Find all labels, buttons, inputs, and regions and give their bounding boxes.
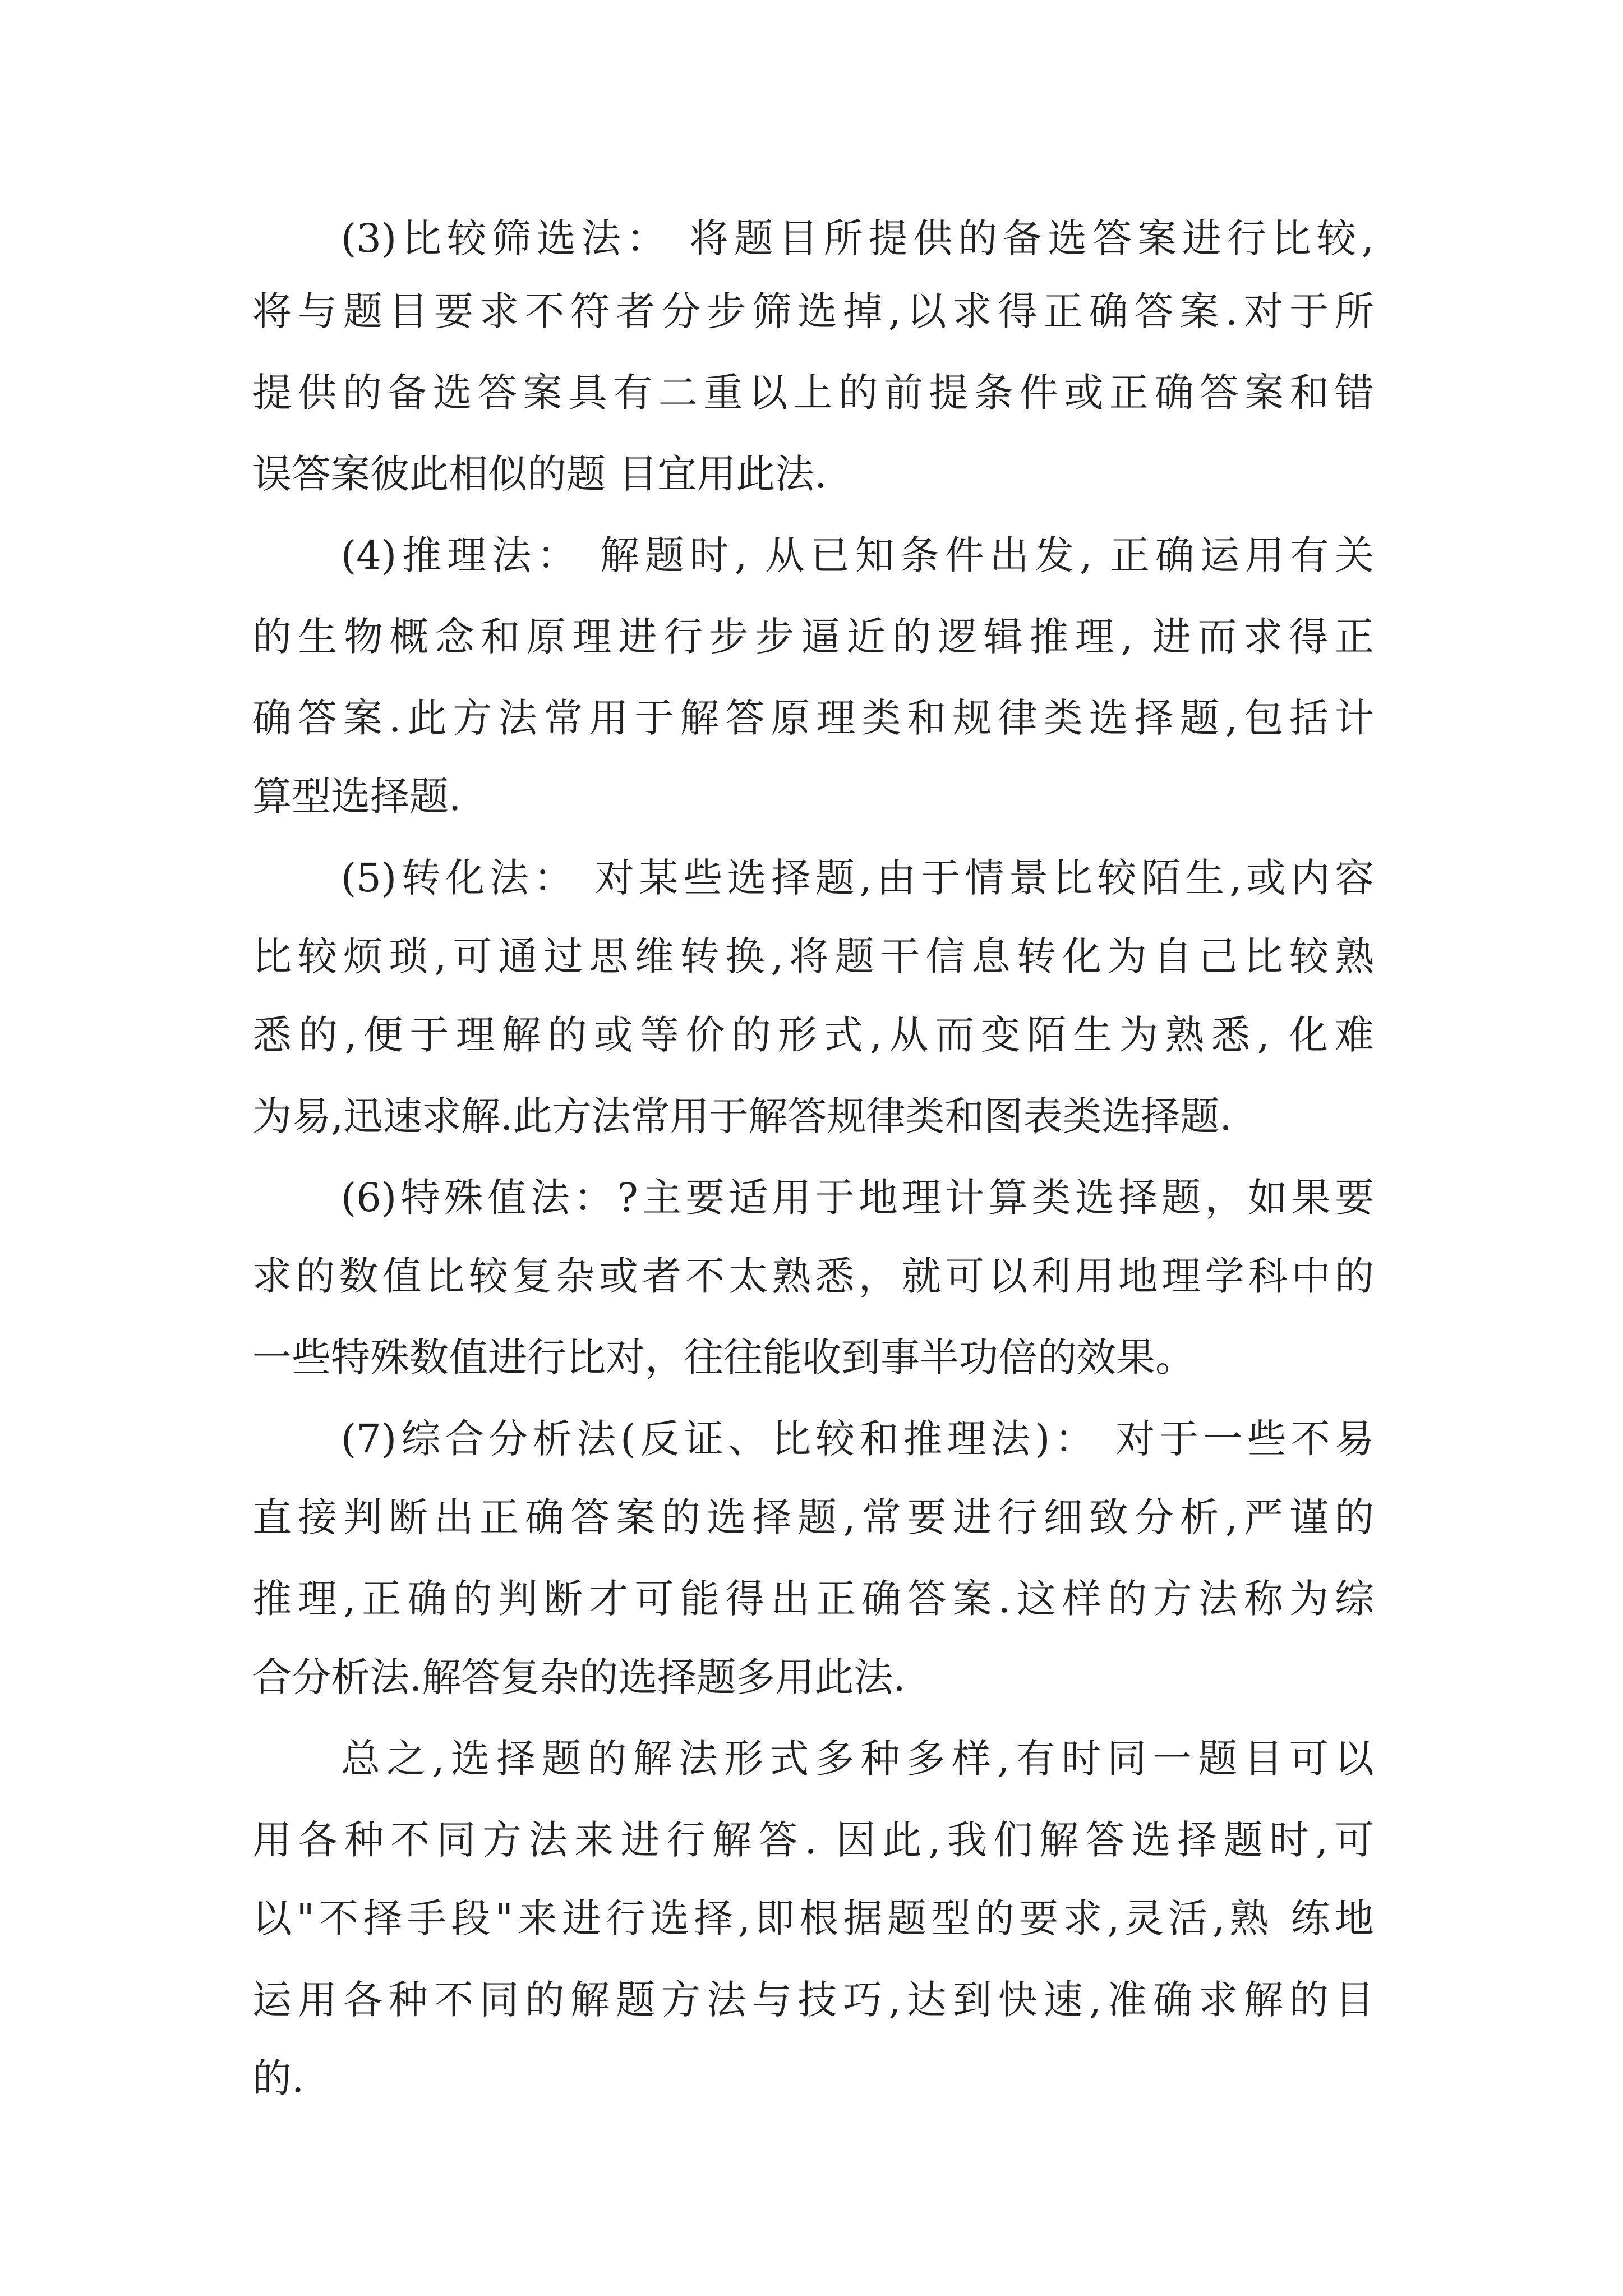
summary-line-5: 的. bbox=[252, 2055, 305, 2101]
paragraph-5-line-4: 为易,迅速求解.此方法常用于解答规律类和图表类选择题. bbox=[252, 1093, 1232, 1139]
paragraph-5-line-2: 比较烦琐,可通过思维转换,将题干信息转化为自己比较熟 bbox=[252, 933, 1374, 979]
paragraph-6-line-2: 求的数值比较复杂或者不太熟悉，就可以利用地理学科中的 bbox=[252, 1253, 1374, 1299]
paragraph-4-line-3: 确答案.此方法常用于解答原理类和规律类选择题,包括计 bbox=[252, 695, 1374, 741]
paragraph-7-line-4: 合分析法.解答复杂的选择题多用此法. bbox=[252, 1654, 906, 1700]
summary-line-4: 运用各种不同的解题方法与技巧,达到快速,准确求解的目 bbox=[252, 1977, 1374, 2023]
paragraph-7-line-3: 推理,正确的判断才可能得出正确答案.这样的方法称为综 bbox=[252, 1576, 1374, 1622]
paragraph-6-line-3: 一些特殊数值进行比对，往往能收到事半功倍的效果。 bbox=[252, 1335, 1195, 1381]
summary-line-3: 以"不择手段"来进行选择,即根据题型的要求,灵活,熟 练地 bbox=[252, 1895, 1374, 1941]
summary-line-2: 用各种不同方法来进行解答. 因此,我们解答选择题时,可 bbox=[252, 1817, 1374, 1863]
paragraph-6-line-1: (6)特殊值法：?主要适用于地理计算类选择题，如果要 bbox=[341, 1175, 1374, 1221]
paragraph-4-line-1: (4)推理法： 解题时, 从已知条件出发, 正确运用有关 bbox=[341, 532, 1374, 578]
paragraph-5-line-3: 悉的,便于理解的或等价的形式,从而变陌生为熟悉, 化难 bbox=[252, 1012, 1374, 1058]
paragraph-3-line-3: 提供的备选答案具有二重以上的前提条件或正确答案和错 bbox=[252, 370, 1374, 416]
paragraph-4-line-2: 的生物概念和原理进行步步逼近的逻辑推理, 进而求得正 bbox=[252, 614, 1374, 660]
paragraph-3-line-1: (3)比较筛选法： 将题目所提供的备选答案进行比较, bbox=[341, 215, 1374, 261]
paragraph-3-line-2: 将与题目要求不符者分步筛选掉,以求得正确答案.对于所 bbox=[252, 288, 1374, 334]
paragraph-3-line-4: 误答案彼此相似的题 目宜用此法. bbox=[252, 451, 827, 497]
paragraph-5-line-1: (5)转化法： 对某些选择题,由于情景比较陌生,或内容 bbox=[341, 855, 1374, 901]
paragraph-4-line-4: 算型选择题. bbox=[252, 774, 462, 820]
paragraph-7-line-1: (7)综合分析法(反证、比较和推理法)： 对于一些不易 bbox=[341, 1416, 1374, 1462]
summary-line-1: 总之,选择题的解法形式多种多样,有时同一题目可以 bbox=[341, 1736, 1374, 1782]
paragraph-7-line-2: 直接判断出正确答案的选择题,常要进行细致分析,严谨的 bbox=[252, 1494, 1374, 1540]
